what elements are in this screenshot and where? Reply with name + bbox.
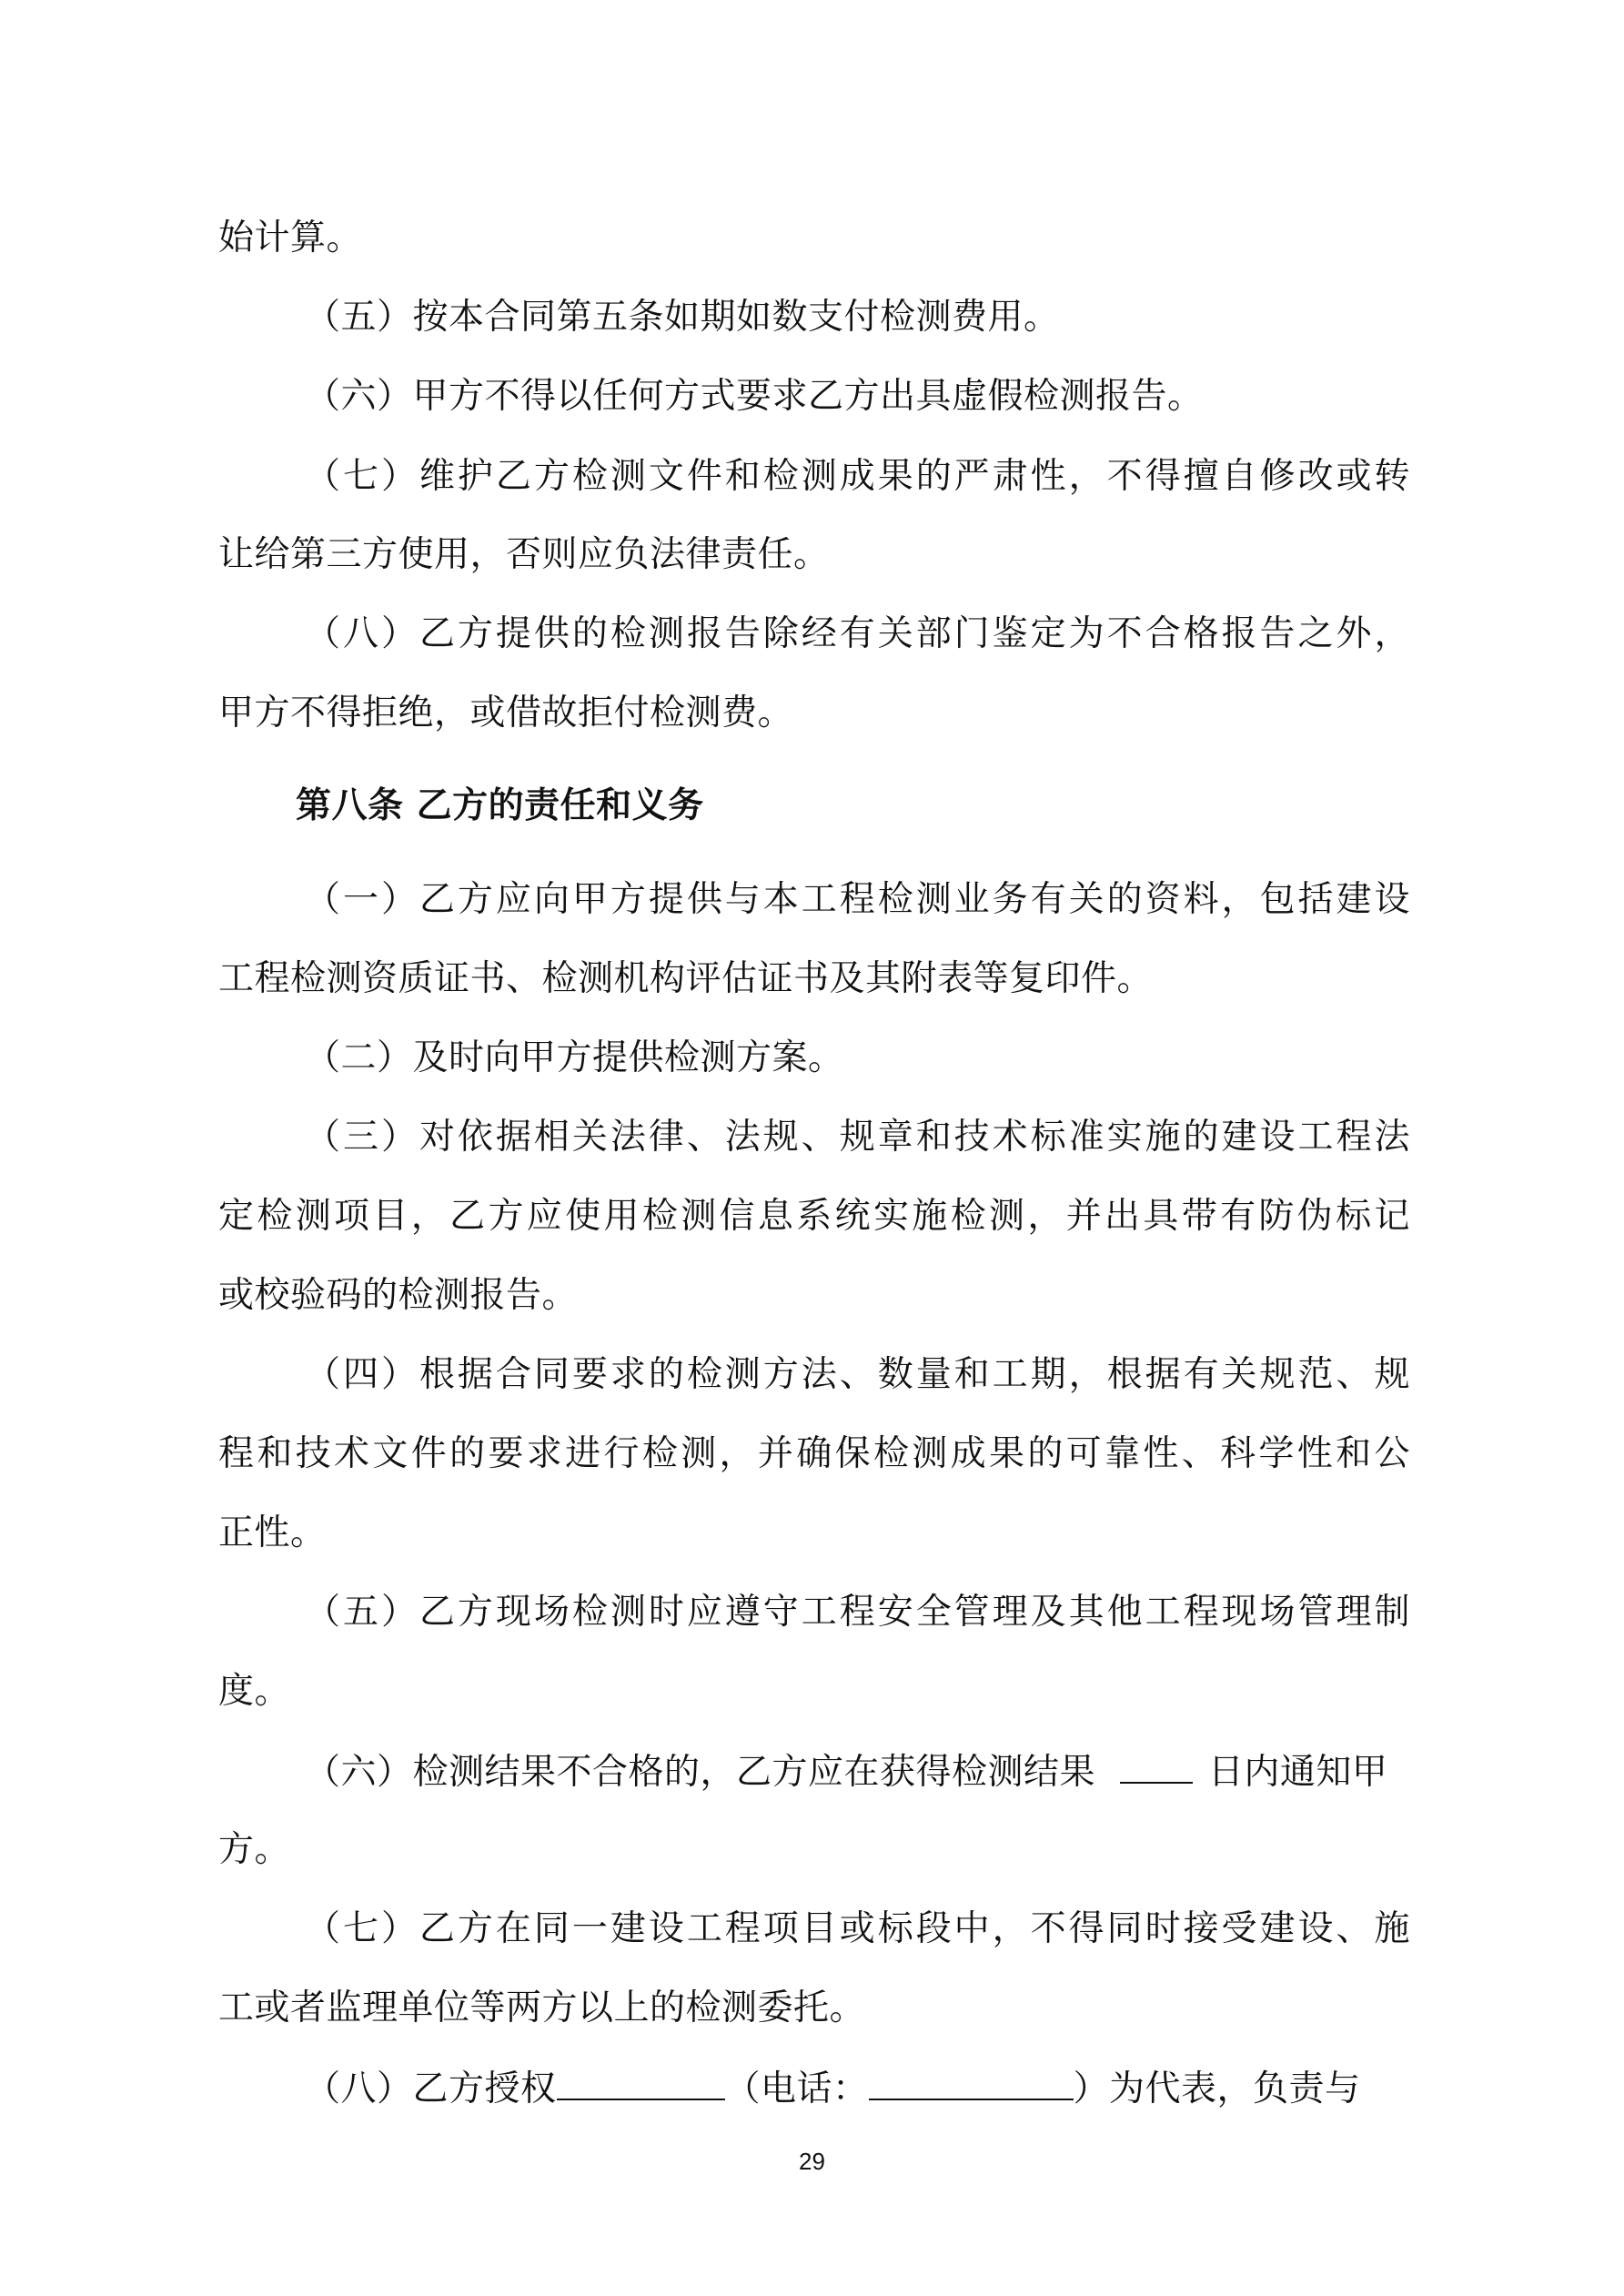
fill-in-blank-representative (557, 2066, 725, 2100)
paragraph-text: 日内通知甲 (1207, 1752, 1388, 1793)
paragraph-text: （八）乙方授权 (305, 2068, 557, 2109)
paragraph-line: （五）按本合同第五条如期如数支付检测费用。 (305, 297, 1060, 338)
paragraph-line: （一）乙方应向甲方提供与本工程检测业务有关的资料，包括建设 (305, 879, 1410, 920)
paragraph-text: （六）检测结果不合格的，乙方应在获得检测结果 (305, 1752, 1096, 1793)
paragraph-line: （四）根据合同要求的检测方法、数量和工期，根据有关规范、规 (305, 1354, 1410, 1395)
paragraph-line: （五）乙方现场检测时应遵守工程安全管理及其他工程现场管理制 (305, 1592, 1410, 1633)
paragraph-line: 度。 (218, 1671, 291, 1712)
fill-in-blank-days (1120, 1749, 1193, 1784)
paragraph-line: 工程检测资质证书、检测机构评估证书及其附表等复印件。 (218, 958, 1154, 999)
page-number: 29 (799, 2148, 825, 2175)
paragraph-line: （八）乙方提供的检测报告除经有关部门鉴定为不合格报告之外， (305, 613, 1410, 654)
paragraph-line: （七）维护乙方检测文件和检测成果的严肃性，不得擅自修改或转 (305, 456, 1410, 497)
paragraph-line: 方。 (218, 1829, 291, 1870)
paragraph-line: （三）对依据相关法律、法规、规章和技术标准实施的建设工程法 (305, 1117, 1410, 1158)
section-heading: 第八条 乙方的责任和义务 (296, 785, 704, 826)
paragraph-line: 正性。 (218, 1512, 327, 1553)
paragraph-line: 定检测项目，乙方应使用检测信息系统实施检测，并出具带有防伪标记 (218, 1196, 1410, 1237)
paragraph-line: 或校验码的检测报告。 (218, 1275, 579, 1316)
paragraph-line: 甲方不得拒绝，或借故拒付检测费。 (218, 693, 794, 733)
paragraph-line: 始计算。 (218, 217, 363, 258)
paragraph-line-with-blanks (305, 2066, 1361, 2111)
paragraph-line: 程和技术文件的要求进行检测，并确保检测成果的可靠性、科学性和公 (218, 1433, 1410, 1474)
paragraph-line: 让给第三方使用，否则应负法律责任。 (218, 534, 830, 575)
paragraph-line: （六）甲方不得以任何方式要求乙方出具虚假检测报告。 (305, 376, 1204, 417)
paragraph-text: （电话： (724, 2068, 869, 2109)
paragraph-text: ）为代表，负责与 (1073, 2068, 1361, 2109)
paragraph-line: 工或者监理单位等两方以上的检测委托。 (218, 1988, 866, 2028)
paragraph-line-with-blank (305, 1749, 1387, 1795)
paragraph-line: （七）乙方在同一建设工程项目或标段中，不得同时接受建设、施 (305, 1908, 1410, 1949)
fill-in-blank-phone (869, 2066, 1074, 2100)
paragraph-line: （二）及时向甲方提供检测方案。 (305, 1037, 844, 1078)
